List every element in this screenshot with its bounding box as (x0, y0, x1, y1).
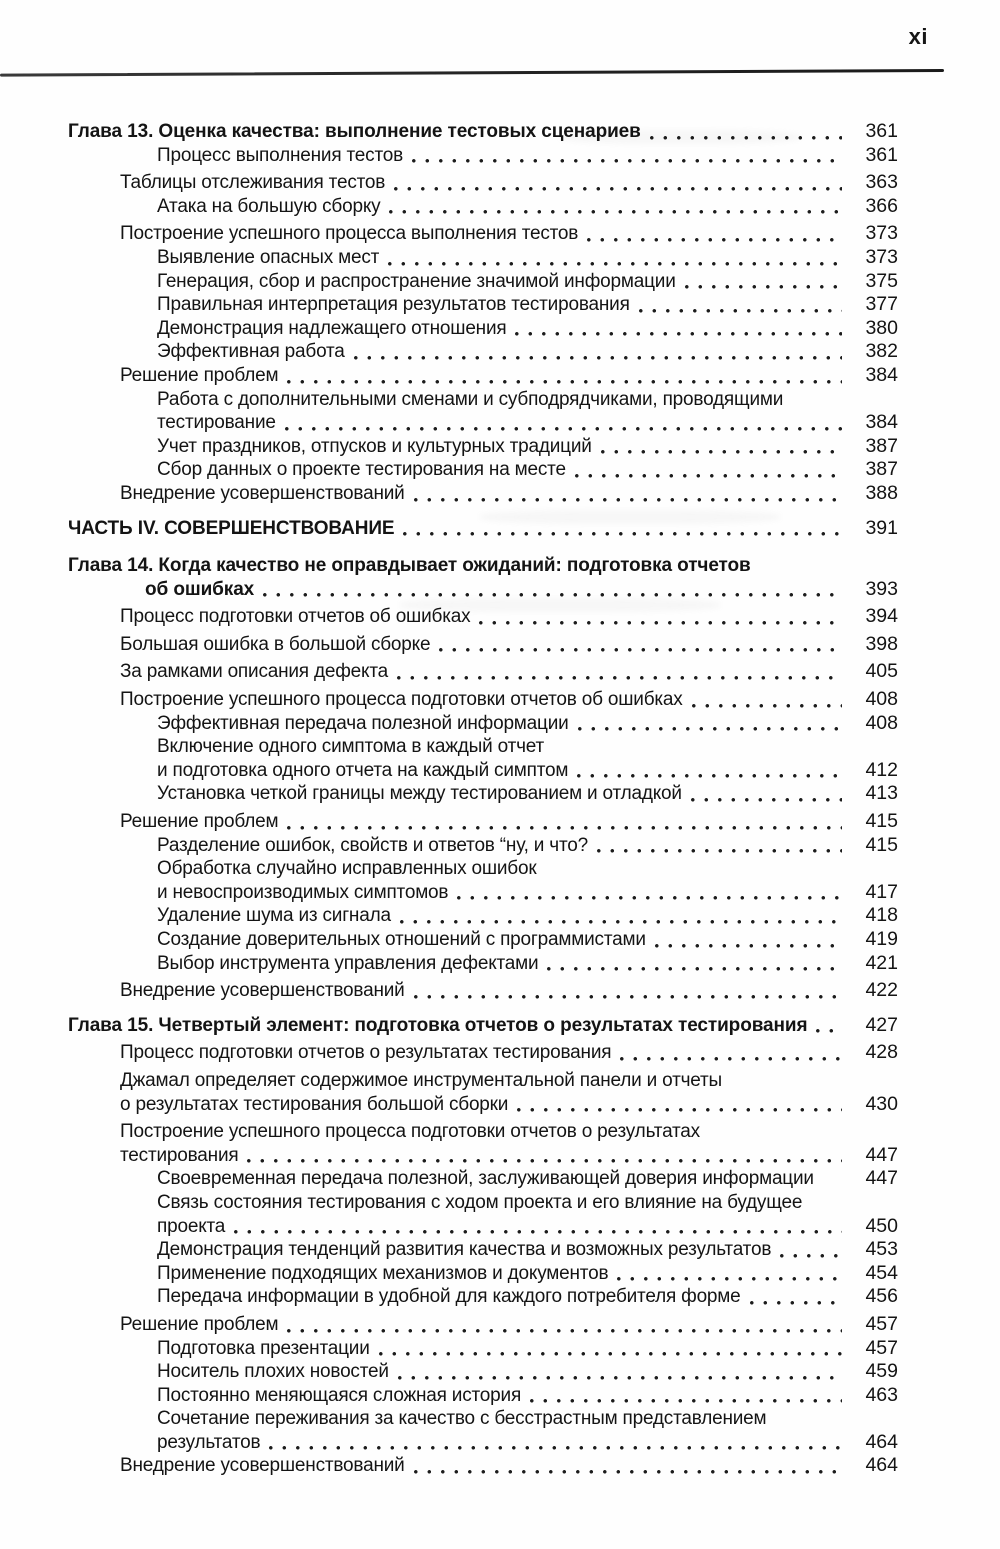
toc-row (68, 1313, 898, 1337)
dot-leader (547, 967, 842, 971)
dot-leader (655, 944, 842, 948)
toc-entry-page: 384 (865, 411, 898, 434)
dot-leader (234, 1230, 842, 1234)
toc-row (68, 1384, 898, 1408)
toc-row (68, 340, 898, 364)
dot-leader (400, 920, 842, 924)
dot-leader (617, 1277, 842, 1281)
dot-leader (685, 285, 842, 289)
toc-row (68, 928, 898, 952)
toc-row (68, 458, 898, 482)
toc-entry-label: Таблицы отслеживания тестов (120, 172, 386, 194)
dot-leader (414, 995, 842, 999)
toc-row (68, 171, 898, 195)
toc-entry-page: 391 (865, 516, 898, 539)
dot-leader (414, 498, 842, 502)
table-of-contents (68, 120, 898, 1478)
dot-leader (439, 648, 842, 652)
toc-entry-label: Процесс подготовки отчетов об ошибках (120, 606, 471, 628)
toc-entry-label: Установка четкой границы между тестированием и отладкой (157, 783, 682, 805)
dot-leader (577, 774, 842, 778)
toc-row (68, 1431, 898, 1455)
toc-entry-label: Обработка случайно исправленных ошибок (157, 858, 537, 880)
toc-entry-page: 418 (865, 904, 898, 927)
toc-row (68, 1285, 898, 1309)
toc-entry-label: Процесс подготовки отчетов о результатах тестирования (120, 1042, 612, 1064)
toc-entry-label: Эффективная работа (157, 341, 345, 363)
toc-entry-page: 393 (865, 577, 898, 600)
toc-row (68, 1238, 898, 1262)
toc-entry-label: Построение успешного процесса подготовки отчетов об ошибках (120, 689, 683, 711)
toc-entry-page: 454 (865, 1261, 898, 1284)
toc-entry-page: 366 (865, 194, 898, 217)
toc-entry-label: проекта (157, 1215, 226, 1237)
toc-entry-label: тестирование (157, 412, 276, 434)
dot-leader (816, 1029, 842, 1033)
toc-entry-page: 398 (865, 632, 898, 655)
toc-entry-label: За рамками описания дефекта (120, 661, 389, 683)
toc-entry-label: и невоспроизводимых симптомов (157, 881, 449, 903)
toc-row (68, 1191, 898, 1215)
toc-entry-page: 380 (865, 316, 898, 339)
dot-leader (354, 356, 842, 360)
dot-leader (403, 532, 842, 536)
toc-entry-label: тестирования (120, 1144, 239, 1166)
toc-entry-label: Постоянно меняющаяся сложная история (157, 1384, 522, 1406)
dot-leader (587, 238, 842, 242)
toc-entry-page: 419 (865, 928, 898, 950)
toc-entry-label: Сбор данных о проекте тестирования на месте (157, 459, 566, 481)
toc-row (68, 633, 898, 657)
toc-entry-page: 447 (865, 1167, 898, 1190)
toc-row (68, 554, 898, 578)
toc-row (68, 364, 898, 388)
dot-leader (691, 798, 842, 802)
toc-entry-page: 387 (865, 458, 898, 481)
dot-leader (780, 1254, 842, 1258)
toc-entry-page: 422 (865, 979, 898, 1002)
toc-entry-page: 361 (865, 120, 898, 142)
dot-leader (650, 136, 842, 140)
toc-entry-label: Джамал определяет содержимое инструментальной панели и отчеты (120, 1069, 722, 1091)
toc-entry-label: Решение проблем (120, 364, 279, 386)
toc-entry-page: 377 (865, 293, 898, 316)
toc-row (68, 605, 898, 629)
toc-entry-page: 417 (865, 880, 898, 903)
dot-leader (760, 570, 842, 574)
toc-entry-label: о результатах тестирования большой сборки (120, 1093, 509, 1115)
toc-row (68, 952, 898, 976)
toc-entry-page: 413 (865, 782, 898, 805)
header-rule-divider (0, 69, 944, 77)
toc-entry-label: Выявление опасных мест (157, 246, 380, 268)
toc-entry-label: Учет праздников, отпусков и культурных традиций (157, 435, 592, 457)
toc-entry-label: Работа с дополнительными сменами и субподрядчиками, проводящими (157, 388, 784, 410)
toc-row (68, 782, 898, 806)
toc-row (68, 144, 898, 168)
dot-leader (553, 751, 842, 755)
toc-entry-page: 430 (865, 1092, 898, 1115)
toc-row (68, 834, 898, 858)
toc-entry-label: Внедрение усовершенствований (120, 980, 405, 1002)
page-number-folio: xi (908, 24, 928, 49)
toc-row (68, 435, 898, 459)
dot-leader (597, 849, 842, 853)
toc-entry-page: 447 (865, 1143, 898, 1166)
toc-entry-page: 457 (865, 1312, 898, 1335)
toc-entry-label: Сочетание переживания за качество с бесстрастным представлением (157, 1408, 767, 1430)
toc-row (68, 1041, 898, 1065)
toc-row (68, 1014, 898, 1038)
toc-entry-page: 415 (865, 810, 898, 833)
toc-entry-label: об ошибках (145, 578, 255, 600)
toc-row (68, 735, 898, 759)
toc-entry-page: 464 (865, 1454, 898, 1477)
dot-leader (692, 704, 842, 708)
toc-entry-label: Решение проблем (120, 1313, 279, 1335)
toc-entry-page: 428 (865, 1041, 898, 1064)
toc-entry-page: 459 (865, 1360, 898, 1383)
toc-row (68, 1215, 898, 1239)
toc-entry-label: Создание доверительных отношений с программистами (157, 929, 646, 950)
toc-entry-label: Решение проблем (120, 811, 279, 833)
dot-leader (639, 309, 842, 313)
toc-row (68, 1120, 898, 1144)
toc-entry-label: Глава 15. Четвертый элемент: подготовка отчетов о результатах тестирования (68, 1014, 808, 1036)
toc-entry-label: Построение успешного процесса выполнения тестов (120, 223, 579, 245)
toc-row (68, 411, 898, 435)
toc-entry-page: 388 (865, 481, 898, 504)
toc-row (68, 979, 898, 1003)
toc-row (68, 195, 898, 219)
toc-entry-label: Применение подходящих механизмов и документов (157, 1262, 609, 1284)
toc-entry-page: 464 (865, 1430, 898, 1453)
toc-entry-label: Включение одного симптома в каждый отчет (157, 736, 545, 758)
toc-entry-label: Своевременная передача полезной, заслуживающей доверия информации (157, 1168, 814, 1190)
toc-row (68, 246, 898, 270)
dot-leader (750, 1301, 842, 1305)
toc-entry-page: 415 (865, 833, 898, 856)
dot-leader (823, 1183, 842, 1187)
toc-row (68, 1093, 898, 1117)
toc-entry-label: Носитель плохих новостей (157, 1361, 389, 1383)
toc-row (68, 904, 898, 928)
toc-entry-page: 387 (865, 434, 898, 457)
toc-entry-label: Связь состояния тестирования с ходом проекта и его влияние на будущее (157, 1191, 803, 1213)
toc-row (68, 1262, 898, 1286)
toc-entry-label: и подготовка одного отчета на каждый симптом (157, 759, 569, 781)
dot-leader (379, 1352, 842, 1356)
toc-row (68, 1454, 898, 1478)
toc-entry-page: 408 (865, 711, 898, 734)
toc-entry-label: Подготовка презентации (157, 1337, 370, 1359)
dot-leader (285, 427, 842, 431)
toc-entry-label: Глава 14. Когда качество не оправдывает ожиданий: подготовка отчетов (68, 555, 751, 577)
toc-entry-page: 405 (865, 660, 898, 683)
toc-entry-page: 375 (865, 269, 898, 292)
toc-row (68, 1167, 898, 1191)
toc-row (68, 712, 898, 736)
dot-leader (269, 1446, 842, 1450)
dot-leader (414, 1470, 842, 1474)
dot-leader (457, 896, 842, 900)
toc-entry-page: 463 (865, 1383, 898, 1406)
toc-entry-page: 408 (865, 688, 898, 711)
toc-row (68, 688, 898, 712)
dot-leader (578, 727, 842, 731)
toc-row (68, 1069, 898, 1093)
dot-leader (287, 380, 842, 384)
toc-row (68, 857, 898, 881)
dot-leader (263, 593, 842, 597)
dot-leader (515, 332, 842, 336)
toc-entry-label: ЧАСТЬ IV. СОВЕРШЕНСТВОВАНИЕ (68, 517, 395, 539)
dot-leader (601, 450, 842, 454)
toc-entry-label: Передача информации в удобной для каждого потребителя форме (157, 1286, 741, 1308)
toc-row (68, 270, 898, 294)
dot-leader (620, 1057, 842, 1061)
toc-entry-label: Атака на большую сборку (157, 195, 381, 217)
toc-entry-page: 453 (865, 1238, 898, 1261)
dot-leader (287, 826, 842, 830)
dot-leader (530, 1399, 842, 1403)
dot-leader (792, 403, 842, 407)
toc-entry-label: Разделение ошибок, свойств и ответов “ну, и что? (157, 834, 588, 856)
toc-row (68, 388, 898, 412)
toc-entry-label: результатов (157, 1431, 261, 1453)
toc-entry-label: Внедрение усовершенствований (120, 1455, 405, 1477)
toc-row (68, 517, 898, 541)
toc-row (68, 293, 898, 317)
dot-leader (389, 210, 842, 214)
toc-row (68, 759, 898, 783)
dot-leader (397, 676, 842, 680)
toc-entry-page: 394 (865, 605, 898, 628)
toc-entry-page: 456 (865, 1285, 898, 1308)
dot-leader (479, 621, 842, 625)
toc-entry-label: Демонстрация надлежащего отношения (157, 317, 507, 339)
toc-entry-label: Демонстрация тенденций развития качества и возможных результатов (157, 1239, 772, 1261)
toc-entry-page: 412 (865, 758, 898, 781)
toc-entry-label: Генерация, сбор и распространение значимой информации (157, 270, 676, 292)
toc-entry-page: 363 (865, 171, 898, 194)
toc-row (68, 1360, 898, 1384)
dot-leader (575, 474, 842, 478)
toc-entry-page: 361 (865, 143, 898, 166)
toc-row (68, 660, 898, 684)
dot-leader (731, 1085, 842, 1089)
toc-entry-page: 450 (865, 1214, 898, 1237)
toc-row (68, 810, 898, 834)
dot-leader (388, 262, 842, 266)
dot-leader (398, 1376, 842, 1380)
toc-entry-page: 457 (865, 1336, 898, 1359)
dot-leader (811, 1207, 842, 1211)
toc-entry-label: Выбор инструмента управления дефектами (157, 952, 539, 974)
toc-row (68, 482, 898, 506)
toc-entry-label: Удаление шума из сигнала (157, 905, 391, 927)
toc-entry-page: 373 (865, 245, 898, 268)
toc-row (68, 881, 898, 905)
toc-entry-label: Глава 13. Оценка качества: выполнение тестовых сценариев (68, 121, 641, 142)
toc-entry-label: Построение успешного процесса подготовки отчетов о результатах (120, 1121, 700, 1143)
toc-entry-label: Эффективная передача полезной информации (157, 712, 569, 734)
toc-entry-label: Правильная интерпретация результатов тестирования (157, 294, 630, 316)
dot-leader (412, 159, 842, 163)
dot-leader (545, 873, 842, 877)
toc-entry-label: Внедрение усовершенствований (120, 482, 405, 504)
toc-row (68, 317, 898, 341)
toc-row (68, 222, 898, 246)
toc-row (68, 1407, 898, 1431)
dot-leader (709, 1136, 842, 1140)
dot-leader (775, 1423, 842, 1427)
dot-leader (517, 1108, 842, 1112)
toc-row (68, 1337, 898, 1361)
toc-entry-label: Большая ошибка в большой сборке (120, 633, 431, 655)
dot-leader (394, 187, 842, 191)
dot-leader (287, 1329, 842, 1333)
toc-entry-page: 421 (865, 951, 898, 974)
toc-entry-page: 373 (865, 222, 898, 245)
toc-entry-page: 427 (865, 1013, 898, 1036)
toc-row (68, 1144, 898, 1168)
toc-row (68, 578, 898, 602)
toc-entry-page: 382 (865, 340, 898, 363)
toc-entry-page: 384 (865, 363, 898, 386)
toc-entry-label: Процесс выполнения тестов (157, 144, 404, 166)
toc-row (68, 120, 898, 144)
dot-leader (247, 1159, 842, 1163)
